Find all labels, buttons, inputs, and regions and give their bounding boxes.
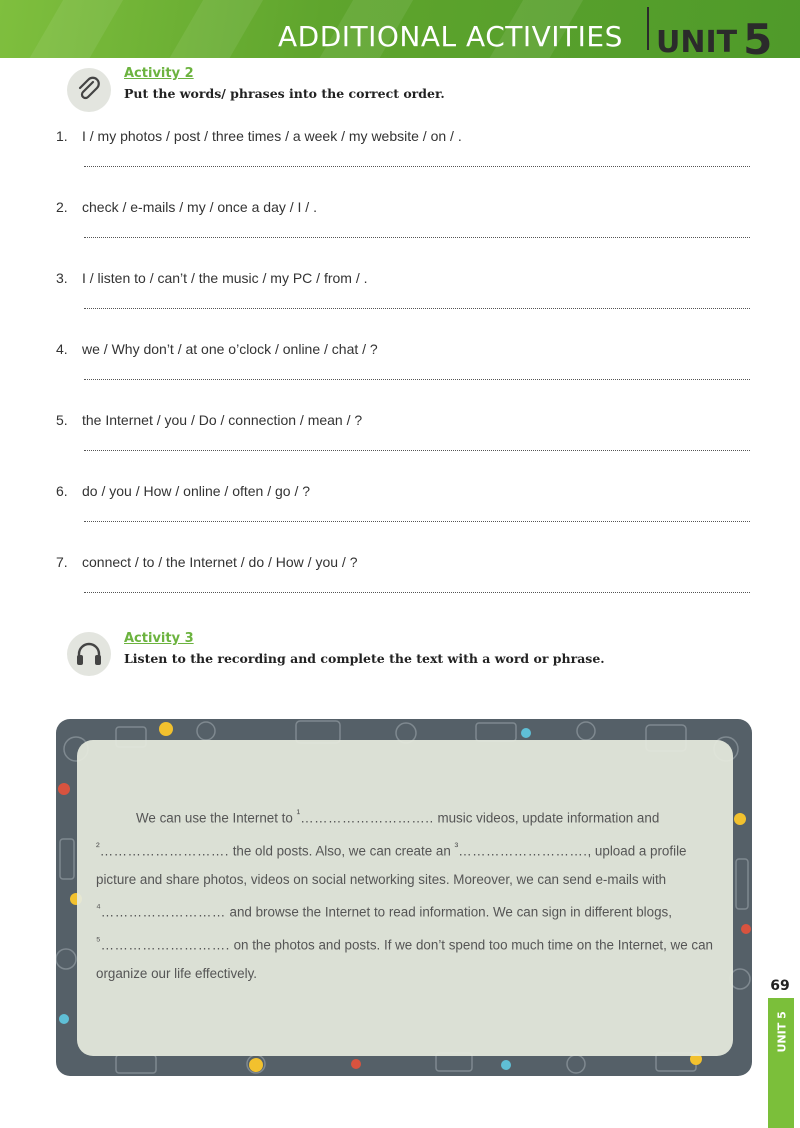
blank-3[interactable]: ………………………. [458,843,588,859]
gap-fill-text: We can use the Internet to $^{^1}$……………………….. music videos, update information and $^{^2}$………………………. the old posts. Also, we can create an $^{^3}$………………………., upload a profile picture and share photos, videos on social networking sites. Moreover, we can send e-mails with $^{^4}$……………………… and browse the Internet to read information. We can sign in different blogs, $^{^5}$………………………. on the photos and posts. If we don’t spend too much time on the Internet, we can organize our life effectively. [96,808,713,982]
list-item: 6. do / you / How / online / often / go / ? [56,483,311,499]
activity3-instruction: Listen to the recording and complete the text with a word or phrase. [124,651,605,666]
title-separator [647,7,649,50]
list-item: 2. check / e-mails / my / once a day / I / . [56,199,317,215]
unit-label: UNIT 5 [656,13,772,58]
answer-line-3[interactable] [84,308,750,309]
page-number: 69 [770,978,790,994]
answer-line-7[interactable] [84,592,750,593]
blank-4[interactable]: ……………………… [100,904,226,920]
activity2-link[interactable]: Activity 2 [124,66,194,81]
list-item: 1. I / my photos / post / three times / a week / my website / on / . [56,128,462,144]
list-item: 5. the Internet / you / Do / connection / mean / ? [56,412,363,428]
list-item: 4. we / Why don’t / at one o’clock / online / chat / ? [56,341,378,357]
activity3-link[interactable]: Activity 3 [124,631,194,646]
answer-line-2[interactable] [84,237,750,238]
answer-line-5[interactable] [84,450,750,451]
headphones-icon [67,632,111,676]
list-item: 3. I / listen to / can’t / the music / my PC / from / . [56,270,368,286]
page-title: ADDITIONAL ACTIVITIES [278,20,623,53]
unit-number: 5 [743,15,773,58]
blank-2[interactable]: ………………………. [99,843,229,859]
header-banner [0,0,800,58]
unit-side-tab: UNIT 5 [768,998,794,1128]
activity2-instruction: Put the words/ phrases into the correct order. [124,86,445,101]
answer-line-6[interactable] [84,521,750,522]
list-item: 7. connect / to / the Internet / do / How / you / ? [56,554,358,570]
blank-1[interactable]: ……………………….. [300,810,434,826]
answer-line-4[interactable] [84,379,750,380]
answer-line-1[interactable] [84,166,750,167]
blank-5[interactable]: ………………………. [100,937,230,953]
paperclip-icon [67,68,111,112]
